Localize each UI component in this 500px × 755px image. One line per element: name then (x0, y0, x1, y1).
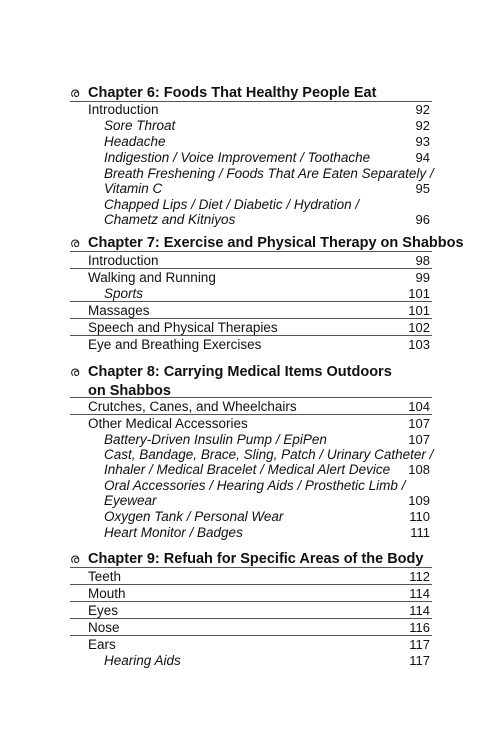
page-number: 98 (415, 253, 430, 268)
page-number: 92 (415, 118, 430, 133)
toc-entry: Eyes (88, 603, 119, 618)
chapter-8-heading (70, 362, 430, 401)
page-number: 117 (409, 637, 430, 652)
page-number: 114 (409, 586, 430, 601)
toc-subentry: Vitamin C (104, 181, 163, 196)
chapter-rule (70, 397, 432, 398)
toc-subentry: Eyewear (104, 493, 157, 508)
chapter-title: Chapter 7: Exercise and Physical Therapy on Shabbos (88, 235, 464, 251)
toc-subentry: Chametz and Kitniyos (104, 212, 236, 227)
page-number: 108 (408, 462, 430, 477)
chapter-title: Chapter 9: Refuah for Specific Areas of the Body (88, 551, 424, 567)
chapter-rule (70, 251, 432, 252)
page-number: 117 (409, 653, 430, 668)
entry-rule (70, 618, 432, 619)
toc-entry: Ears (88, 637, 116, 652)
page-number: 95 (415, 181, 430, 196)
toc-subentry: Inhaler / Medical Bracelet / Medical Alert Device (104, 462, 391, 477)
page-number: 116 (409, 620, 430, 635)
page-number: 114 (409, 603, 430, 618)
toc-subentry: Heart Monitor / Badges (104, 525, 243, 540)
toc-entry: Other Medical Accessories (88, 416, 248, 431)
chapter-9-heading (70, 549, 430, 569)
toc-subentry: Oral Accessories / Hearing Aids / Prosthetic Limb / (104, 478, 406, 493)
toc-subentry: Oxygen Tank / Personal Wear (104, 509, 284, 524)
chapter-rule (70, 567, 432, 568)
toc-entry: Introduction (88, 253, 159, 268)
entry-rule (70, 301, 432, 302)
page-number: 112 (409, 569, 430, 584)
toc-subentry: Hearing Aids (104, 653, 181, 668)
page-number: 104 (408, 399, 430, 414)
chapter-title-continued: on Shabbos (88, 383, 171, 399)
toc-entry: Walking and Running (88, 270, 216, 285)
chapter-6-heading (70, 83, 430, 103)
page-number: 103 (408, 337, 430, 352)
page-number: 107 (408, 432, 430, 447)
toc-entry: Crutches, Canes, and Wheelchairs (88, 399, 297, 414)
entry-rule (70, 584, 432, 585)
toc-entry: Introduction (88, 102, 159, 117)
chapter-7-heading (70, 233, 464, 253)
fleuron-icon: ര (70, 85, 80, 100)
chapter-title: Chapter 6: Foods That Healthy People Eat (88, 85, 377, 101)
fleuron-icon: ര (70, 551, 80, 566)
entry-rule (70, 268, 432, 269)
toc-entry: Massages (88, 303, 150, 318)
fleuron-icon: ര (70, 235, 80, 250)
entry-rule (70, 635, 432, 636)
toc-entry: Nose (88, 620, 120, 635)
page-number: 92 (415, 102, 430, 117)
page-number: 110 (409, 509, 430, 524)
toc-subentry: Chapped Lips / Diet / Diabetic / Hydration / (104, 197, 360, 212)
page-number: 109 (408, 493, 430, 508)
page-number: 101 (408, 303, 430, 318)
toc-entry: Speech and Physical Therapies (88, 320, 278, 335)
page-number: 93 (415, 134, 430, 149)
page-number: 94 (415, 150, 430, 165)
page-number: 111 (410, 525, 430, 540)
toc-entry: Eye and Breathing Exercises (88, 337, 262, 352)
toc-subentry: Cast, Bandage, Brace, Sling, Patch / Urinary Catheter / (104, 447, 434, 462)
page-number: 107 (408, 416, 430, 431)
page-number: 96 (415, 212, 430, 227)
entry-rule (70, 335, 432, 336)
toc-subentry: Breath Freshening / Foods That Are Eaten Separately / (104, 166, 434, 181)
toc-subentry: Sports (104, 286, 144, 301)
entry-rule (70, 601, 432, 602)
page-number: 101 (408, 286, 430, 301)
page-number: 102 (408, 320, 430, 335)
toc-entry: Mouth (88, 586, 126, 601)
toc-subentry: Battery-Driven Insulin Pump / EpiPen (104, 432, 327, 447)
entry-rule (70, 318, 432, 319)
chapter-title: Chapter 8: Carrying Medical Items Outdoors (88, 364, 392, 380)
page-number: 99 (415, 270, 430, 285)
toc-subentry: Headache (104, 134, 166, 149)
toc-subentry: Indigestion / Voice Improvement / Toothache (104, 150, 371, 165)
fleuron-icon: ര (70, 364, 80, 379)
toc-entry: Teeth (88, 569, 122, 584)
entry-rule (70, 414, 432, 415)
toc-subentry: Sore Throat (104, 118, 176, 133)
